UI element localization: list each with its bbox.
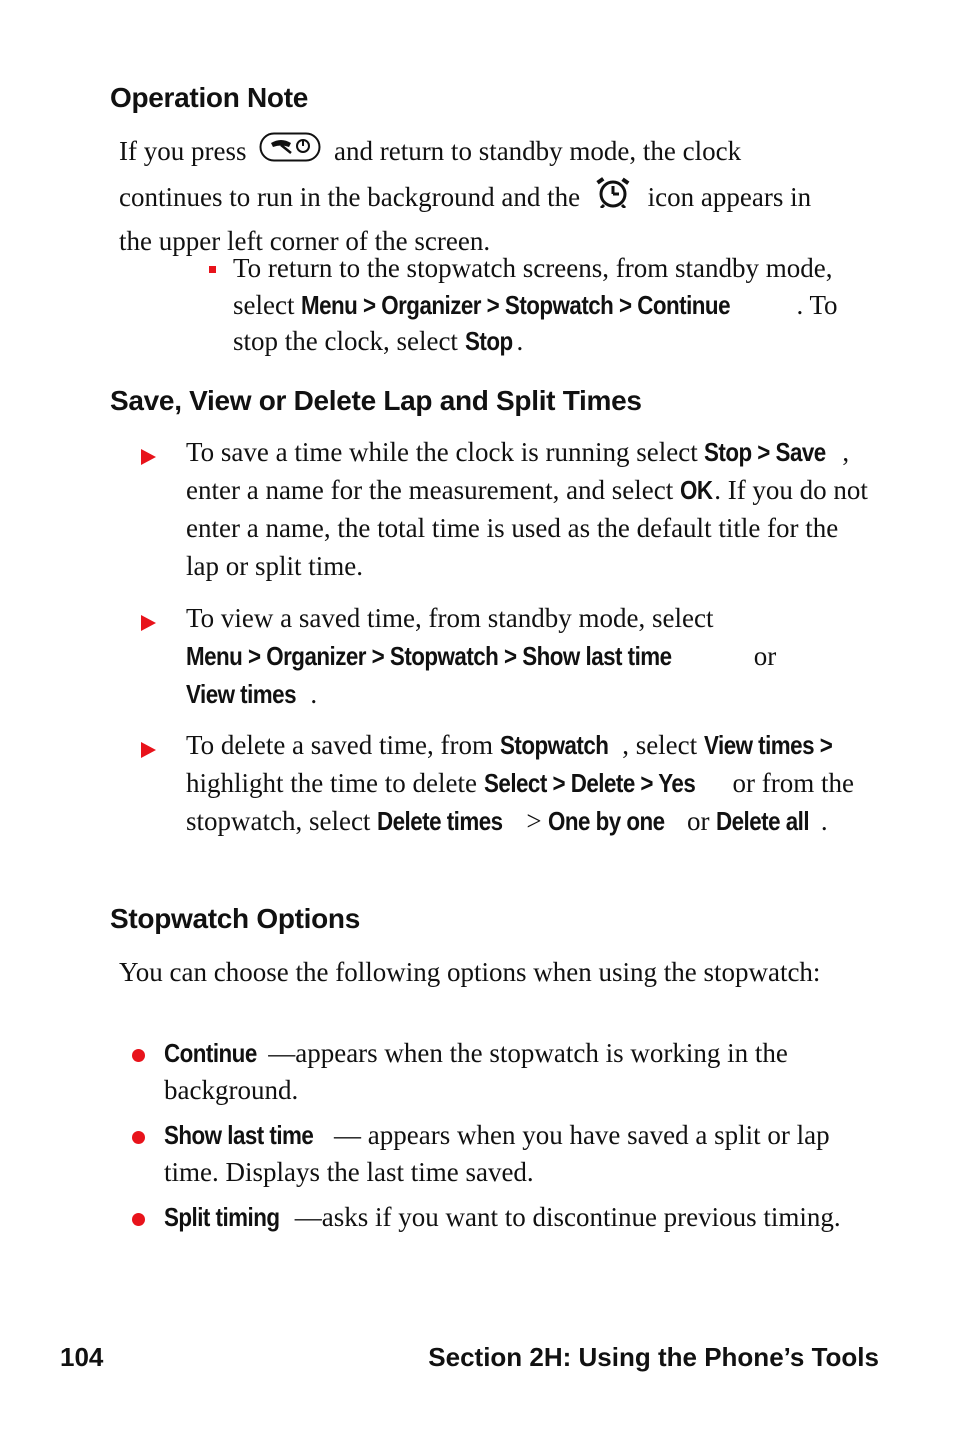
view-time-text-1: To view a saved time, from standby mode, select xyxy=(186,603,714,633)
options-intro: You can choose the following options when using the stopwatch: xyxy=(119,957,821,987)
delete-times-label: Delete times xyxy=(377,806,503,836)
operation-note-paragraph xyxy=(119,132,849,260)
section-title-footer: Section 2H: Using the Phone’s Tools xyxy=(428,1342,879,1372)
option-term: Continue xyxy=(164,1038,257,1068)
view-times-label: View times xyxy=(186,679,297,709)
stopwatch-label: Stopwatch xyxy=(499,730,609,760)
triangle-bullet-icon xyxy=(141,449,156,465)
delete-time-text-6: or xyxy=(687,806,710,836)
select-delete-yes-path: Select > Delete > Yes xyxy=(483,768,695,798)
view-time-text-2: or xyxy=(753,641,777,671)
option-desc: — appears when you have saved a split or lap time. Displays the last time saved. xyxy=(164,1120,830,1187)
option-term: Split timing xyxy=(164,1202,280,1232)
view-time-bullet xyxy=(186,599,871,713)
operation-note-heading: Operation Note xyxy=(110,82,309,113)
delete-time-text-3: highlight the time to delete xyxy=(186,768,477,798)
operation-note-bullet xyxy=(233,250,873,360)
option-desc: —asks if you want to discontinue previous timing. xyxy=(294,1202,841,1232)
delete-time-text-2: , select xyxy=(622,730,698,760)
save-time-text-1: To save a time while the clock is running select xyxy=(186,437,698,467)
view-times-path: View times > xyxy=(703,730,833,760)
stop-save-path: Stop > Save xyxy=(704,437,827,467)
triangle-bullet-icon xyxy=(141,615,156,631)
save-time-text-2: , enter a name for the measurement, and select xyxy=(186,437,850,505)
delete-time-text-4: or from the stopwatch, select xyxy=(186,768,854,836)
delete-time-text-7: . xyxy=(820,806,828,836)
end-key-icon xyxy=(259,132,321,172)
dot-bullet-icon xyxy=(132,1131,145,1144)
dot-bullet-icon xyxy=(132,1049,145,1062)
stop-label: Stop xyxy=(464,326,513,356)
triangle-bullet-icon xyxy=(141,742,156,758)
square-bullet-icon xyxy=(209,266,216,273)
option-split-timing xyxy=(164,1199,864,1236)
operation-note-text-c: icon appears in the upper left corner of the screen. xyxy=(119,181,812,256)
one-by-one-label: One by one xyxy=(548,806,665,836)
delete-time-text-5: > xyxy=(526,806,542,836)
view-time-text-3: . xyxy=(310,679,318,709)
ok-label: OK xyxy=(680,475,713,505)
operation-note-text-a: If you press xyxy=(119,135,247,166)
operation-note-bullet-text-1: To return to the stopwatch screens, from standby mode, select xyxy=(233,253,833,320)
lap-split-heading: Save, View or Delete Lap and Split Times xyxy=(110,385,642,416)
delete-time-bullet xyxy=(186,726,871,840)
delete-all-label: Delete all xyxy=(716,806,810,836)
stopwatch-icon xyxy=(595,176,633,218)
menu-path-continue: Menu > Organizer > Stopwatch > Continue xyxy=(301,289,731,320)
show-last-time-path: Menu > Organizer > Stopwatch > Show last time xyxy=(186,641,672,671)
operation-note-bullet-text-2: . To stop the clock, select xyxy=(233,289,838,356)
save-time-bullet xyxy=(186,433,871,585)
option-show-last-time xyxy=(164,1117,864,1190)
option-continue xyxy=(164,1035,864,1108)
operation-note-text-b: and return to standby mode, the clock continues to run in the background and the xyxy=(119,135,742,212)
save-time-text-3: . If you do not enter a name, the total time is used as the default title for the lap or split time. xyxy=(186,475,868,581)
option-term: Show last time xyxy=(164,1120,314,1150)
stopwatch-options-heading: Stopwatch Options xyxy=(110,903,361,934)
dot-bullet-icon xyxy=(132,1213,145,1226)
page-number: 104 xyxy=(60,1342,104,1372)
option-desc: —appears when the stopwatch is working in the background. xyxy=(164,1038,788,1105)
delete-time-text-1: To delete a saved time, from xyxy=(186,730,493,760)
operation-note-bullet-text-3: . xyxy=(516,326,524,356)
